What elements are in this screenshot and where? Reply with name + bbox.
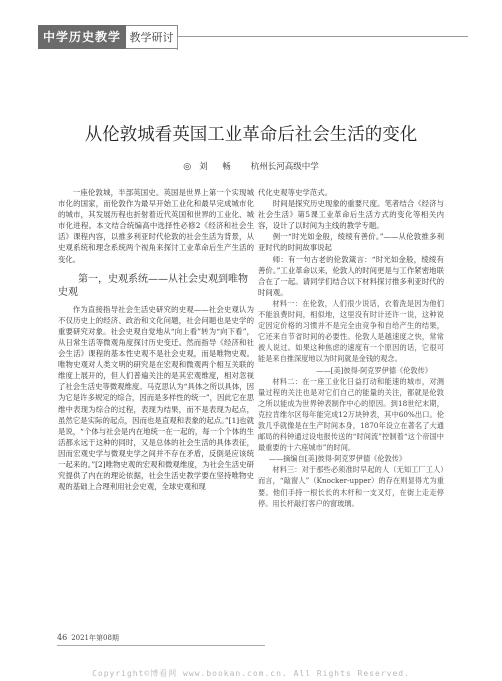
intro-paragraph: 一座伦敦城，半部英国史。英国是世界上第一个实现城市化的国家，而伦敦作为最早开始工业化和最早完成城市化的城市，其发展历程也折射着近代英国和世界的工业化、城市化进程。本文结合统编高中选择性必修2《经济和社会生活》课程内容，以推多利亚时代伦敦的社会生活为背景，从史观系统和理念系统两个视角来探讨工业革命后生产生活的变化。 (58, 188, 254, 264)
section-heading: 第一，史观系统——从社会史观到唯物史观 (58, 273, 248, 299)
page-footer (57, 633, 119, 643)
material-three: 材料三：对于那些必须准时早起的人（无知工厂工人）而言，“敲窗人”（Knocker-upper）的存在则显得尤为重要。他们手持一根长长的木杆和一支叉灯，在街上走走停停。用长杆敲打客户的窗玻璃。 (258, 465, 444, 508)
author-name: 刘 畅 (199, 162, 237, 172)
footer-divider (57, 645, 265, 646)
page-number: 46 (57, 633, 68, 642)
article-title: 从伦敦城看英国工业革命后社会生活的变化 (84, 125, 418, 145)
issue-label: 2021年第08期 (71, 634, 119, 642)
material-two-source: ——摘编自[美]彼得·阿克罗伊德《伦敦传》 (268, 454, 407, 464)
journal-brand: 中学历史教学 (38, 25, 126, 49)
continued-paragraph: 代化史观等史学范式。 (258, 188, 332, 197)
author-marker-icon: ◎ (183, 162, 192, 172)
header-divider-tick (177, 36, 178, 50)
material-one-source: ——[美]彼得·阿克罗伊德《伦敦传》 (316, 365, 432, 375)
left-column (58, 187, 254, 492)
section-label: 教学研讨 (126, 25, 178, 49)
header-divider (178, 36, 468, 37)
material-one: 材料一：在伦敦，人们很少说话，衣着洗是因为他们不能浪费时间，相似地，这里没有时计还许一说，这种说定因定价格的习惯并不是完全由竞争和自给产生的结果，它还来自节省时间的必要性。伦敦人是越速度之快，常常被人说过。如果这种焦虑的速度有一个原因的话，它很可能是来自推深度地以为时间就是金钱的观念。 (258, 298, 444, 364)
body-paragraph: 作为直接指导社会生活史研究的史观——社会史观认为不仅历史上的经济、政治和文化问题，社会问题也是史学的重要研究对象。社会史观自觉地从“向上看”转为“向下看”，从日常生活等微观角度探讨历史变迁。然而指导《经济和社会生活》课程的基本性史观不是社会史观，而是唯物史观。唯物史观对人类文明的研究是在宏观和微观两个相互关联的维度上展开的，但人们普遍关注的是其宏观维度，相对忽视了社会生活史等微观维度。马克思认为“具体之所以具体，因为它是许多规定的综合，因而是多样性的统一”，因此它在思维中表现为综合的过程，表现为结果，而不是表现为起点，虽然它是实际的起点，因而也是直观和表象的起点。”[1]也就是说，“个体与社会是内在地统一在一起的，每一个个体的生活都永远于这种的同时，又是总体的社会生活的具体表征，因而宏观史学与微观史学之间并不存在矛盾，反倒是应该统一起来的。”[2]唯物史观的宏观和微观维度，为社会生活史研究提供了内在的理论依据，社会生活史教学要在坚持唯物史观的基础上合理利用社会史观，全球史观和现 (58, 304, 254, 492)
teacher-prompt: 师：有一句古老的伦敦箴言：“时光如金般，绫绫有善价。”工业革命以来，伦敦人的时间更是与工作紧密地联合在了一起。请同学们结合以下材料探讨推多利亚时代的时间观。 (258, 254, 444, 297)
copyright-watermark: Copyright©博看网 www.bookan.com.cn. All Rights Reserved. (92, 669, 410, 678)
right-column (258, 187, 444, 509)
byline (0, 160, 502, 172)
material-two: 材料二：在一座工业化日益打动和能速的城市，对测量过程的关注也是对它们自己的能量的关注，都就是伦敦之所以能成为世界钟表制作中心的原因。到18世纪末期，克拉肯维尔区每年能完成12万块钟表，其中60%出口。伦敦几乎就像是在生产时间本身，1870年设立在著名了大通邮局的科钟通过设电报传送的“时间流”控制着“这个帝国中最重要的十六座城市”的时间。 (258, 376, 444, 453)
example-heading: 例一“时光如金般，绫绫有善价。”——从伦敦推多利亚时代的时间故事说起 (258, 232, 444, 253)
body-paragraph: 时间是探究历史现象的重要尺度。笔者结合《经济与社会生活》第5课工业革命后生活方式的变化等相关内容，设计了以时间为主线的教学专题。 (258, 199, 444, 231)
author-affiliation: 杭州长河高级中学 (250, 162, 319, 172)
